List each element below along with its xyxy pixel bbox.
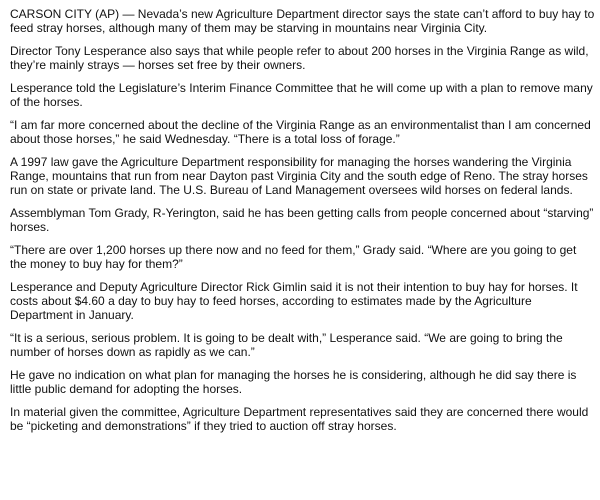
article-paragraph: A 1997 law gave the Agriculture Department responsibility for managing the horses wandering the Virginia Range, mountains that run from near Dayton past Virginia City and the south edge of Reno. The stray horses run on state or private land. The U.S. Bureau of Land Management oversees wild horses on federal lands. bbox=[10, 155, 588, 197]
article-paragraph: Director Tony Lesperance also says that while people refer to about 200 horses in the Virginia Range as wild, they’re mainly strays — horses set free by their owners. bbox=[10, 44, 589, 72]
article-paragraph: He gave no indication on what plan for managing the horses he is considering, although he did say there is little public demand for adopting the horses. bbox=[10, 368, 577, 396]
article-paragraph: “There are over 1,200 horses up there now and no feed for them,” Grady said. “Where are you going to get the money to buy hay for them?” bbox=[10, 243, 577, 271]
article-paragraph: “I am far more concerned about the decline of the Virginia Range as an environmentalist than I am concerned about those horses,” he said Wednesday. “There is a total loss of forage.” bbox=[10, 118, 591, 146]
article-paragraph: “It is a serious, serious problem. It is going to be dealt with,” Lesperance said. “We are going to bring the number of horses down as rapidly as we can.” bbox=[10, 331, 563, 359]
article-paragraph-dateline: CARSON CITY (AP) — Nevada’s new Agriculture Department director says the state can’t afford to buy hay to feed stray horses, although many of them may be starving in mountains near Virginia City. bbox=[10, 7, 595, 35]
article-paragraph: Lesperance told the Legislature’s Interim Finance Committee that he will come up with a plan to remove many of the horses. bbox=[10, 81, 593, 109]
news-article bbox=[10, 7, 596, 442]
article-paragraph: Lesperance and Deputy Agriculture Director Rick Gimlin said it is not their intention to buy hay for horses. It costs about $4.60 a day to buy hay to feed horses, according to estimates made by the Agriculture Department in January. bbox=[10, 280, 578, 322]
article-paragraph: In material given the committee, Agriculture Department representatives said they are concerned there would be “picketing and demonstrations” if they tried to auction off stray horses. bbox=[10, 405, 589, 433]
article-paragraph: Assemblyman Tom Grady, R-Yerington, said he has been getting calls from people concerned about “starving” horses. bbox=[10, 206, 594, 234]
